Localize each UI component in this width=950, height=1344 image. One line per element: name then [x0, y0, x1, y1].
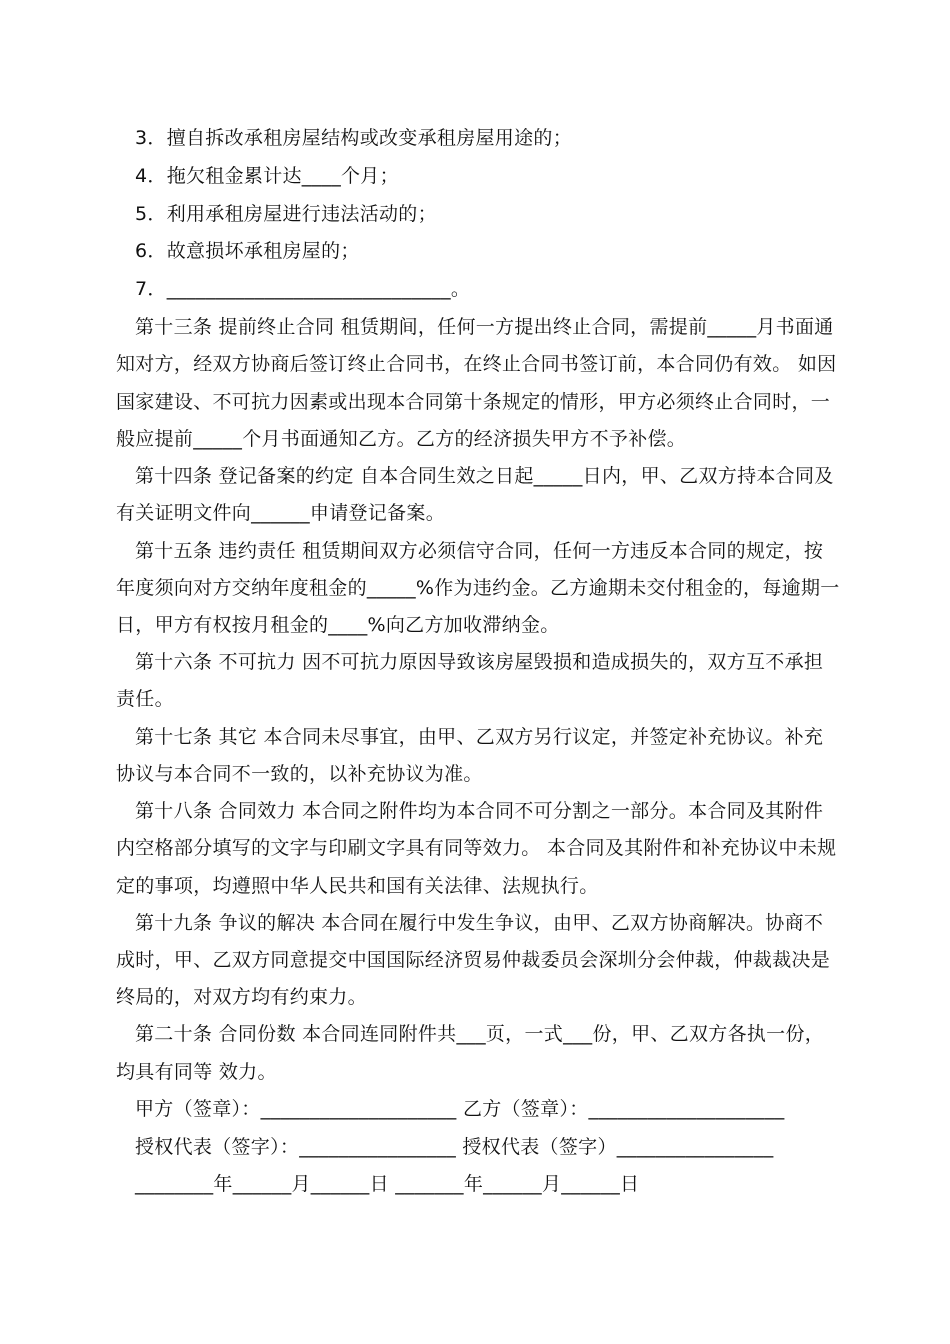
clause-item-6: 6．故意损坏承租房屋的； — [135, 240, 360, 262]
article-15-line-3: 日，甲方有权按月租金的____%向乙方加收滞纳金。 — [116, 614, 560, 636]
signature-line: 甲方（签章）：____________________ 乙方（签章）：____________________ — [135, 1098, 785, 1120]
article-13-line-1: 第十三条 提前终止合同 租赁期间，任何一方提出终止合同，需提前_____月书面通 — [135, 316, 834, 338]
clause-item-4: 4．拖欠租金累计达____个月； — [135, 165, 399, 187]
article-16-line-1: 第十六条 不可抗力 因不可抗力原因导致该房屋毁损和造成损失的，双方互不承担 — [135, 651, 824, 673]
article-19-line-2: 成时，甲、乙双方同意提交中国国际经济贸易仲裁委员会深圳分会仲裁，仲裁裁决是 — [116, 949, 831, 971]
article-14-line-2: 有关证明文件向______申请登记备案。 — [116, 502, 446, 524]
article-13-line-4: 般应提前_____个月书面通知乙方。乙方的经济损失甲方不予补偿。 — [116, 428, 687, 450]
clause-item-7: 7．_____________________________。 — [135, 278, 471, 300]
article-20-line-2: 均具有同等 效力。 — [116, 1061, 277, 1083]
representative-signature-line: 授权代表（签字）：________________ 授权代表（签字）________________ — [135, 1136, 774, 1158]
article-19-line-1: 第十九条 争议的解决 本合同在履行中发生争议，由甲、乙双方协商解决。协商不 — [135, 912, 824, 934]
clause-item-3: 3．擅自拆改承租房屋结构或改变承租房屋用途的； — [135, 127, 572, 149]
article-17-line-2: 协议与本合同不一致的，以补充协议为准。 — [116, 763, 483, 785]
article-18-line-2: 内空格部分填写的文字与印刷文字具有同等效力。 本合同及其附件和补充协议中未规 — [116, 837, 837, 859]
article-13-line-3: 国家建设、不可抗力因素或出现本合同第十条规定的情形，甲方必须终止合同时，一 — [116, 391, 831, 413]
article-20-line-1: 第二十条 合同份数 本合同连同附件共___页，一式___份，甲、乙双方各执一份， — [135, 1023, 825, 1045]
article-19-line-3: 终局的，对双方均有约束力。 — [116, 986, 367, 1008]
article-15-line-2: 年度须向对方交纳年度租金的_____%作为违约金。乙方逾期未交付租金的，每逾期一 — [116, 577, 840, 599]
article-13-line-2: 知对方，经双方协商后签订终止合同书，在终止合同书签订前，本合同仍有效。 如因 — [116, 353, 837, 375]
article-16-line-2: 责任。 — [116, 688, 174, 710]
clause-item-5: 5．利用承租房屋进行违法活动的； — [135, 203, 437, 225]
article-18-line-1: 第十八条 合同效力 本合同之附件均为本合同不可分割之一部分。本合同及其附件 — [135, 800, 824, 822]
date-line: ________年______月______日 _______年______月______日 — [135, 1173, 640, 1195]
article-17-line-1: 第十七条 其它 本合同未尽事宜，由甲、乙双方另行议定，并签定补充协议。补充 — [135, 726, 824, 748]
article-18-line-3: 定的事项，均遵照中华人民共和国有关法律、法规执行。 — [116, 875, 599, 897]
article-15-line-1: 第十五条 违约责任 租赁期间双方必须信守合同，任何一方违反本合同的规定，按 — [135, 540, 824, 562]
article-14-line-1: 第十四条 登记备案的约定 自本合同生效之日起_____日内，甲、乙双方持本合同及 — [135, 465, 834, 487]
